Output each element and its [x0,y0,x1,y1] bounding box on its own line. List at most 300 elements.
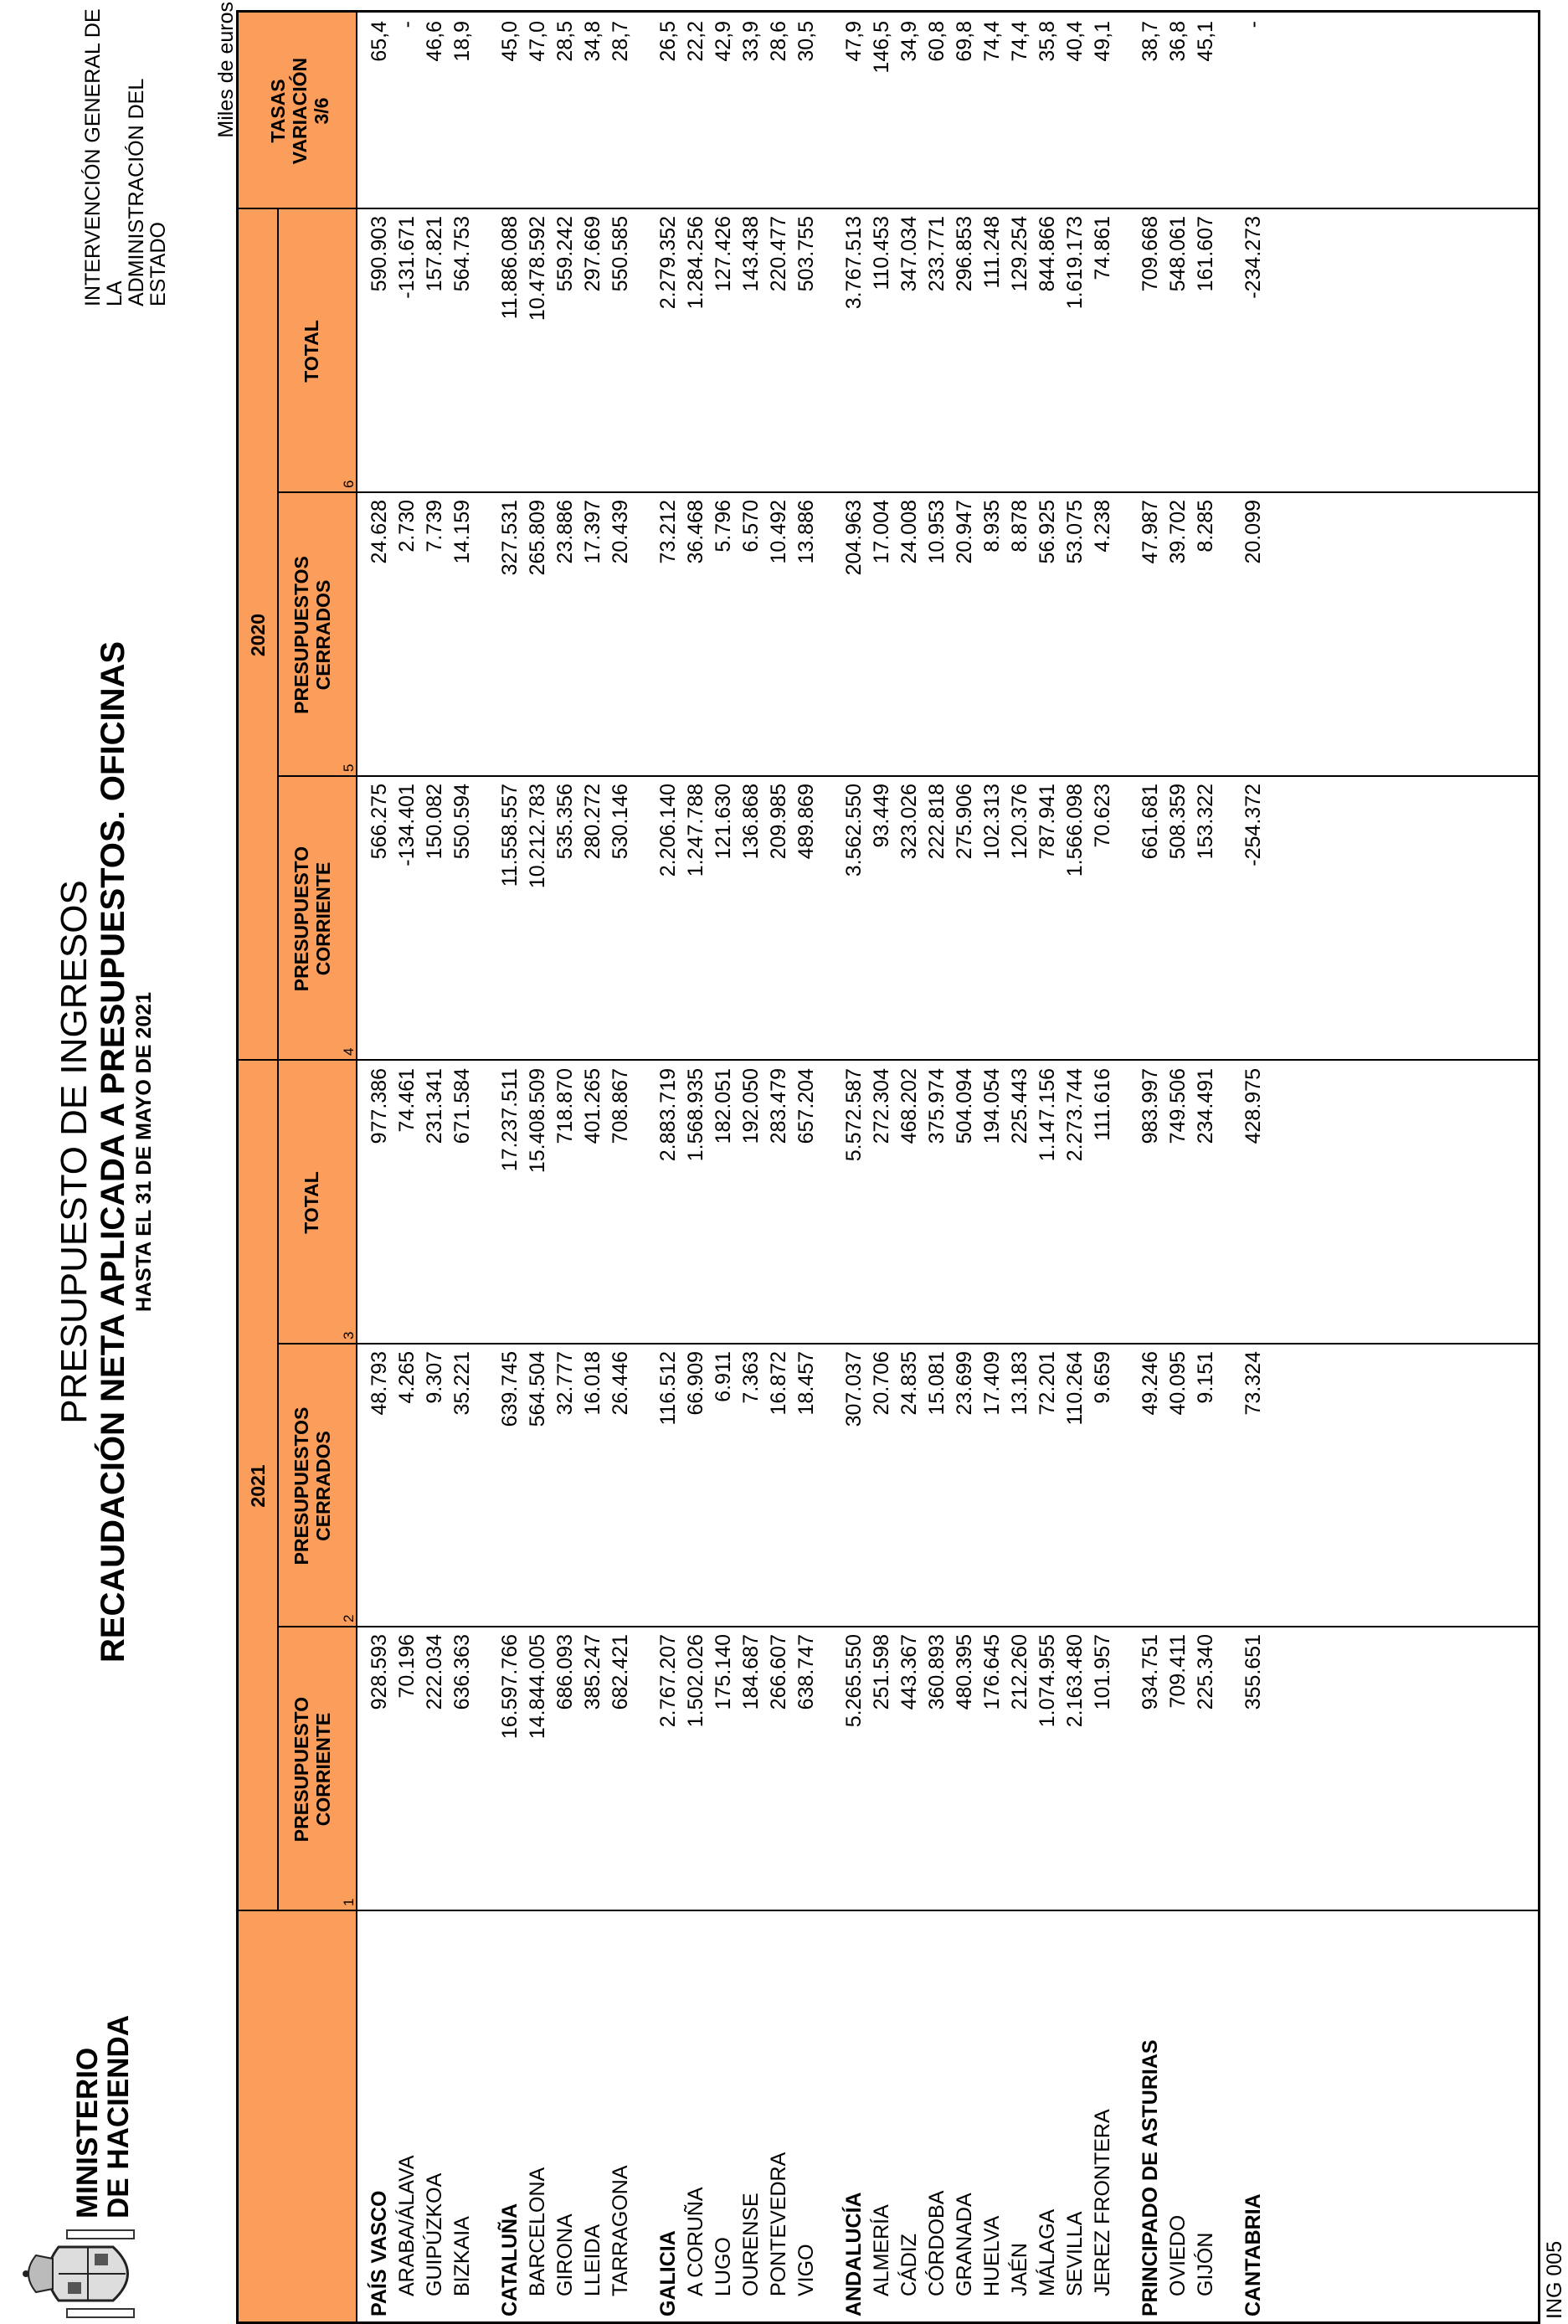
office-name: ARABA/ÁLAVA [395,2155,419,2296]
col-cerrados-2020 [290,493,334,777]
value-cell: 468.202 [897,1068,921,1144]
value-cell: 28,5 [553,21,577,62]
table-row [1089,13,1117,2321]
value-cell: 74,4 [980,21,1004,62]
value-cell: 671.584 [450,1068,474,1144]
value-cell: 49,1 [1091,21,1114,62]
value-cell: 14.844.005 [526,1634,549,1740]
value-cell: 6.911 [712,1351,735,1402]
value-cell: 194.054 [980,1068,1004,1144]
value-cell: 2.767.207 [656,1634,680,1728]
value-cell: 47,9 [842,21,866,62]
value-cell: 24.835 [897,1351,921,1416]
value-cell: 535.356 [553,784,577,860]
value-cell: 212.260 [1008,1634,1031,1710]
value-cell: 69,8 [953,21,976,62]
value-cell: 225.340 [1194,1634,1217,1710]
value-cell: 375.974 [925,1068,949,1144]
table-row [979,13,1006,2321]
value-cell: 17.004 [870,500,893,564]
col-tasas-l3: 3/6 [311,97,332,125]
value-cell: 110.264 [1063,1351,1087,1426]
value-cell: 40.095 [1166,1351,1190,1416]
value-cell: 13.886 [794,500,818,564]
value-cell: 176.645 [980,1634,1004,1710]
value-cell: 161.607 [1194,216,1217,292]
value-cell: 2.730 [395,500,419,553]
table-row [951,13,979,2321]
value-cell: 8.285 [1194,500,1217,553]
col-cerrados-2020-l1: PRESUPUESTOS [290,556,312,714]
value-cell: 121.630 [712,784,735,860]
value-cell: 636.363 [450,1634,474,1710]
value-cell: 47.987 [1139,500,1162,564]
value-cell: 24.008 [897,500,921,564]
value-cell: -234.273 [1242,216,1265,299]
value-cell: 36.468 [684,500,707,564]
value-cell: 275.906 [953,784,976,860]
value-cell: 101.957 [1091,1634,1114,1710]
table-row [1240,13,1267,2321]
table-row [552,13,579,2321]
table-row [1062,13,1089,2321]
value-cell: 6.570 [739,500,763,553]
value-cell: 70.623 [1091,784,1114,848]
value-cell: 7.363 [739,1351,763,1404]
value-cell: 682.421 [609,1634,632,1710]
value-cell: 977.386 [368,1068,391,1144]
value-cell: 16.872 [767,1351,790,1416]
value-cell: 9.151 [1194,1351,1217,1404]
value-cell: 8.878 [1008,500,1031,553]
value-cell: 327.531 [498,500,522,576]
table-row [579,13,607,2321]
value-cell: 443.367 [897,1634,921,1710]
value-cell: 26,5 [656,21,680,62]
table-row [896,13,923,2321]
report-period: HASTA EL 31 DE MAYO DE 2021 [132,991,156,1313]
col-cerrados-2021-l2: CERRADOS [312,1431,334,1541]
office-name: OURENSE [739,2193,763,2296]
data-table [236,10,1540,2324]
value-cell: 20.099 [1242,500,1265,564]
value-cell: 136.868 [739,784,763,860]
region-name: PAÍS VASCO [368,2190,391,2316]
value-cell: 709.668 [1139,216,1162,292]
value-cell: 14.159 [450,500,474,564]
value-cell: 192.050 [739,1068,763,1144]
value-cell: 20.706 [870,1351,893,1416]
value-cell: 503.755 [794,216,818,292]
value-cell: 1.284.256 [684,216,707,310]
office-name: GUIPÚZKOA [423,2172,446,2296]
value-cell: 489.869 [794,784,818,860]
value-cell: 32.777 [553,1351,577,1416]
value-cell: 266.607 [767,1634,790,1710]
value-cell: 18,9 [450,21,474,62]
region-name: ANDALUCÍA [842,2192,866,2316]
table-row [923,13,951,2321]
value-cell: 2.273.744 [1063,1068,1087,1162]
table-row [1034,13,1062,2321]
office-name: ALMERÍA [870,2204,893,2296]
value-cell: 204.963 [842,500,866,576]
value-cell: 24.628 [368,500,391,564]
value-cell: 60,8 [925,21,949,62]
value-cell: 153.322 [1194,784,1217,860]
value-cell: 9.307 [423,1351,446,1404]
value-cell: 272.304 [870,1068,893,1144]
col-corriente-2021-l1: PRESUPUESTO [290,1696,312,1843]
value-cell: 2.279.352 [656,216,680,310]
office-name: TARRAGONA [609,2165,632,2296]
value-cell: 175.140 [712,1634,735,1710]
value-cell: - [1242,21,1265,28]
value-cell: 28,6 [767,21,790,62]
value-cell: 49.246 [1139,1351,1162,1416]
table-row [841,13,868,2321]
value-cell: 280.272 [581,784,604,860]
table-row [710,13,738,2321]
value-cell: 385.247 [581,1634,604,1710]
office-name: LUGO [712,2237,735,2296]
colnum-3: 3 [341,1331,357,1339]
value-cell: 2.163.480 [1063,1634,1087,1728]
value-cell: 74,4 [1008,21,1031,62]
value-cell: 74.461 [395,1068,419,1133]
form-code: ING 005 [1543,2240,1566,2319]
value-cell: 296.853 [953,216,976,292]
col-cerrados-2021 [290,1345,334,1627]
value-cell: 657.204 [794,1068,818,1144]
value-cell: 33,9 [739,21,763,62]
value-cell: 638.747 [794,1634,818,1710]
value-cell: 66.909 [684,1351,707,1416]
value-cell: 708.867 [609,1068,632,1144]
table-row [524,13,552,2321]
value-cell: 46,6 [423,21,446,62]
col-cerrados-2020-l2: CERRADOS [312,579,334,691]
table-row [607,13,635,2321]
value-cell: 564.504 [526,1351,549,1427]
value-cell: 2.206.140 [656,784,680,877]
value-cell: 718.870 [553,1068,577,1144]
value-cell: 45,1 [1194,21,1217,62]
office-name: CÁDIZ [897,2234,921,2296]
value-cell: 10.953 [925,500,949,564]
table-row [738,13,765,2321]
value-cell: 709.411 [1166,1634,1190,1709]
colnum-2: 2 [341,1614,357,1622]
value-cell: 28,7 [609,21,632,62]
report-subtitle: RECAUDACIÓN NETA APLICADA A PRESUPUESTOS. OFICINAS [95,640,131,1663]
value-cell: 566.275 [368,784,391,860]
table-row [682,13,710,2321]
value-cell: 480.395 [953,1634,976,1710]
table-row [421,13,449,2321]
office-name: CÓRDOBA [925,2190,949,2296]
value-cell: 182.051 [712,1068,735,1144]
office-name: GRANADA [953,2193,976,2296]
value-cell: 590.903 [368,216,391,292]
ministry-name [72,2015,134,2219]
value-cell: 222.034 [423,1634,446,1710]
value-cell: 508.359 [1166,784,1190,860]
value-cell: 844.866 [1036,216,1059,292]
value-cell: 73.212 [656,500,680,564]
value-cell: 30,5 [794,21,818,62]
value-cell: 184.687 [739,1634,763,1710]
value-cell: 3.767.513 [842,216,866,310]
value-cell: 749.506 [1166,1068,1190,1144]
value-cell: 559.242 [553,216,577,292]
value-cell: 8.935 [980,500,1004,553]
agency-line-2: ADMINISTRACIÓN DEL ESTADO [125,79,170,306]
value-cell: 2.883.719 [656,1068,680,1162]
value-cell: 72.201 [1036,1351,1059,1416]
report-titles [54,398,157,1905]
value-cell: 111.248 [980,216,1004,289]
value-cell: 129.254 [1008,216,1031,292]
office-name: VIGO [794,2244,818,2296]
value-cell: 56.925 [1036,500,1059,564]
value-cell: 17.397 [581,500,604,564]
office-name: BARCELONA [526,2167,549,2296]
value-cell: 53.075 [1063,500,1087,564]
value-cell: 18.457 [794,1351,818,1416]
value-cell: 504.094 [953,1068,976,1144]
value-cell: 10.492 [767,500,790,564]
table-row [1192,13,1220,2321]
value-cell: 1.147.156 [1036,1068,1059,1162]
value-cell: 157.821 [423,216,446,292]
value-cell: -134.401 [395,784,419,866]
value-cell: 686.093 [553,1634,577,1710]
value-cell: 143.438 [739,216,763,292]
value-cell: 40,4 [1063,21,1087,62]
value-cell: 234.491 [1194,1068,1217,1144]
region-name: CANTABRIA [1242,2193,1265,2316]
value-cell: 10.478.592 [526,216,549,321]
office-name: MÁLAGA [1036,2208,1059,2296]
col-tasas-l2: VARIACIÓN [289,57,311,165]
value-cell: 1.566.098 [1063,784,1087,877]
value-cell: 34,9 [897,21,921,62]
coat-of-arms-icon [21,2224,147,2324]
value-cell: 1.074.955 [1036,1634,1059,1728]
value-cell: 65,4 [368,21,391,62]
office-name: SEVILLA [1063,2211,1087,2296]
office-name: OVIEDO [1166,2214,1190,2296]
table-row [655,13,682,2321]
office-name: BIZKAIA [450,2216,474,2296]
value-cell: 47,0 [526,21,549,62]
value-cell: 20.439 [609,500,632,564]
value-cell: 1.247.788 [684,784,707,877]
value-cell: 36,8 [1166,21,1190,62]
value-cell: 428.975 [1242,1068,1265,1144]
value-cell: 530.146 [609,784,632,860]
value-cell: 16.597.766 [498,1634,522,1740]
report-title: PRESUPUESTO DE INGRESOS [54,880,95,1424]
colnum-5: 5 [341,764,357,772]
colnum-1: 1 [341,1898,357,1906]
header-name-column [239,1911,356,2321]
colnum-6: 6 [341,480,357,488]
value-cell: 323.026 [897,784,921,860]
value-cell: 222.818 [925,784,949,860]
value-cell: - [395,21,419,28]
table-row [765,13,793,2321]
value-cell: 928.593 [368,1634,391,1710]
value-cell: 38,7 [1139,21,1162,62]
value-cell: 355.651 [1242,1634,1265,1710]
value-cell: 347.034 [897,216,921,292]
agency-name [82,0,169,306]
table-row [449,13,476,2321]
value-cell: 13.183 [1008,1351,1031,1416]
value-cell: 297.669 [581,216,604,292]
value-cell: 15.408.509 [526,1068,549,1174]
value-cell: 74.861 [1091,216,1114,280]
col-total-2021: TOTAL [301,1171,322,1234]
value-cell: 146,5 [870,21,893,74]
table-row [1006,13,1034,2321]
value-cell: 9.659 [1091,1351,1114,1404]
col-corriente-2021 [290,1627,334,1911]
value-cell: 17.237.511 [498,1068,522,1172]
value-cell: 102.313 [980,784,1004,860]
value-cell: 548.061 [1166,216,1190,292]
value-cell: -254.372 [1242,784,1265,866]
value-cell: 550.585 [609,216,632,292]
office-name: HUELVA [980,2215,1004,2296]
office-name: GIJÓN [1194,2232,1217,2296]
value-cell: 48.793 [368,1351,391,1416]
value-cell: 251.598 [870,1634,893,1710]
header-bottom-line [356,13,357,2321]
value-cell: -131.671 [395,216,419,299]
value-cell: 4.265 [395,1351,419,1404]
col-tasas-l1: TASAS [267,79,289,143]
value-cell: 22,2 [684,21,707,62]
colnum-4: 4 [341,1047,357,1056]
value-cell: 73.324 [1242,1351,1265,1416]
value-cell: 220.477 [767,216,790,292]
col-tasas [267,13,332,209]
agency-line-1: INTERVENCIÓN GENERAL DE LA [81,8,126,306]
value-cell: 401.265 [581,1068,604,1144]
value-cell: 42,9 [712,21,735,62]
office-name: GIRONA [553,2213,577,2296]
value-cell: 1.502.026 [684,1634,707,1728]
value-cell: 5.265.550 [842,1634,866,1728]
value-cell: 120.376 [1008,784,1031,860]
col-corriente-2021-l2: CORRIENTE [312,1712,334,1827]
value-cell: 111.616 [1091,1068,1114,1141]
ministry-line-1: MINISTERIO [71,2047,104,2219]
value-cell: 4.238 [1091,500,1114,553]
value-cell: 5.572.587 [842,1068,866,1162]
value-cell: 265.809 [526,500,549,576]
value-cell: 70.196 [395,1634,419,1699]
value-cell: 11.886.088 [498,216,522,320]
value-cell: 20.947 [953,500,976,564]
table-row [868,13,896,2321]
col-corriente-2020-l1: PRESUPUESTO [290,846,312,992]
value-cell: 307.037 [842,1351,866,1427]
value-cell: 209.985 [767,784,790,860]
value-cell: 17.409 [980,1351,1004,1416]
col-corriente-2020 [290,777,334,1061]
value-cell: 5.796 [712,500,735,553]
value-cell: 360.893 [925,1634,949,1710]
office-name: JAÉN [1008,2243,1031,2296]
col-cerrados-2021-l1: PRESUPUESTOS [290,1406,312,1566]
table-row [496,13,524,2321]
value-cell: 233.771 [925,216,949,292]
units-label: Miles de euros [214,2,238,138]
value-cell: 1.619.173 [1063,216,1087,310]
value-cell: 983.997 [1139,1068,1162,1144]
value-cell: 93.449 [870,784,893,848]
value-cell: 26.446 [609,1351,632,1416]
value-cell: 283.479 [767,1068,790,1144]
value-cell: 231.341 [423,1068,446,1144]
value-cell: 23.699 [953,1351,976,1416]
value-cell: 11.558.557 [498,784,522,887]
value-cell: 661.681 [1139,784,1162,860]
value-cell: 934.751 [1139,1634,1162,1710]
table-row [1137,13,1164,2321]
value-cell: 39.702 [1166,500,1190,564]
region-name: PRINCIPADO DE ASTURIAS [1139,2039,1162,2316]
year-2021-label: 2021 [247,1464,269,1508]
value-cell: 16.018 [581,1351,604,1416]
table-row [393,13,421,2321]
year-2020-label: 2020 [247,613,269,657]
office-name: LLEIDA [581,2224,604,2296]
table-row [1164,13,1192,2321]
value-cell: 225.443 [1008,1068,1031,1144]
value-cell: 10.212.783 [526,784,549,889]
value-cell: 15.081 [925,1351,949,1416]
value-cell: 45,0 [498,21,522,62]
value-cell: 110.453 [870,216,893,290]
region-name: GALICIA [656,2230,680,2316]
office-name: PONTEVEDRA [767,2152,790,2296]
value-cell: 639.745 [498,1351,522,1427]
value-cell: 7.739 [423,500,446,553]
value-cell: 150.082 [423,784,446,860]
ministry-line-2: DE HACIENDA [102,2014,135,2219]
value-cell: 35.221 [450,1351,474,1416]
value-cell: 35,8 [1036,21,1059,62]
col-corriente-2020-l2: CORRIENTE [312,861,334,976]
table-row [793,13,820,2321]
value-cell: 564.753 [450,216,474,292]
value-cell: 34,8 [581,21,604,62]
value-cell: 550.594 [450,784,474,860]
col-total-2020: TOTAL [301,320,322,383]
value-cell: 1.568.935 [684,1068,707,1162]
value-cell: 116.512 [656,1351,680,1426]
office-name: JEREZ FRONTERA [1091,2109,1114,2296]
table-row [366,13,393,2321]
value-cell: 127.426 [712,216,735,292]
value-cell: 23.886 [553,500,577,564]
region-name: CATALUÑA [498,2203,522,2316]
